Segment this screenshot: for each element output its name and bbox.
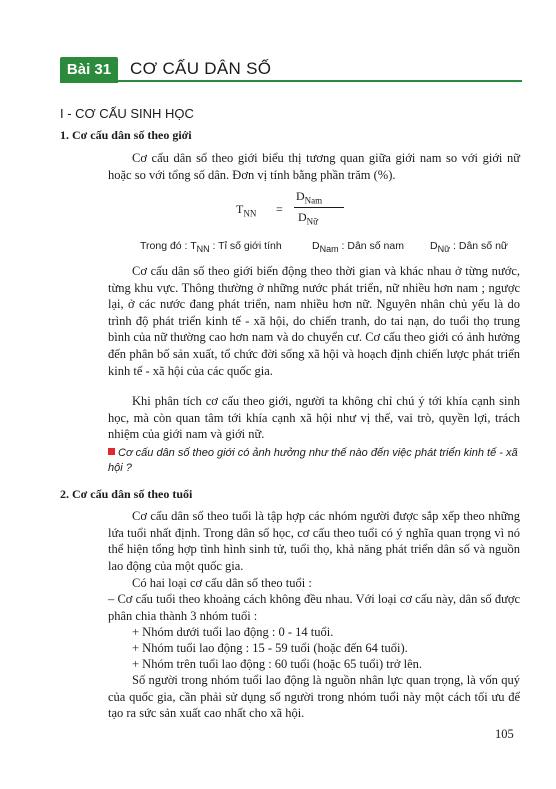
age-type-1: – Cơ cấu tuổi theo khoảng cách không đều nhau. Với loại cơ cấu này, dân số được phân chia thành 3 nhóm tuổi : [108,592,520,623]
lesson-title: CƠ CẤU DÂN SỐ [130,59,272,78]
paragraph-age-intro: Cơ cấu dân số theo tuổi là tập hợp các nhóm người được sắp xếp theo những lứa tuổi nhất định. Trong dân số học, cơ cấu theo tuổi có ý nghĩa quan trọng vì nó thể hiện tổng hợp tình hình sinh tử, tuổi thọ, khả năng phát triển dân số và nguồn lao động của một quốc gia. [108,509,520,573]
paragraph-labor-force: Số người trong nhóm tuổi lao động là nguồn nhân lực quan trọng, là vốn quý của quốc gia, cần phải sử dụng số người trong nhóm tuổi này một cách tối ưu để tạo ra sức sản xuất cao nhất cho xã hội. [108,673,520,721]
age-group-item: + Nhóm trên tuổi lao động : 60 tuổi (hoặc 65 tuổi) trở lên. [132,657,423,671]
paragraph-gender-analysis: Khi phân tích cơ cấu theo giới, người ta không chỉ chú ý tới khía cạnh sinh học, mà còn quan tâm tới khía cạnh xã hội như vị thế, vai trò, quyền lợi, trách nhiệm của giới nam và giới nữ. [108,394,520,442]
lesson-header [60,57,522,83]
sex-ratio-formula [236,189,356,232]
fraction-bar [294,207,344,208]
subsection-title-gender: 1. Cơ cấu dân số theo giới [60,128,192,142]
paragraph-gender-variation: Cơ cấu dân số theo giới biến động theo thời gian và khác nhau ở từng nước, từng khu vực. Thông thường ở những nước phát triển, nữ nhiều hơn nam ; ngược lại, ở các nước đang phát triển, nam nhiều hơn nữ. Nguyên nhân chủ yếu là do trình độ phát triển kinh tế - xã hội, do chiến tranh, do tai nạn, do tuổi thọ trung bình của nữ thường cao hơn nam và do chuyển cư. Cơ cấu theo giới có ảnh hưởng đến phân bố sản xuất, tổ chức đời sống xã hội và hoạch định chiến lược phát triển kinh tế - xã hội của các quốc gia. [108,264,520,378]
formula-legend-male: $D_{Nam}$ : Dân số nam [312,240,404,255]
formula-numerator: $D_{Nam}$ [296,189,323,206]
lesson-badge: Bài 31 [60,57,118,83]
formula-lhs: $T_{NN}$ [236,202,257,219]
section-title: I - CƠ CẤU SINH HỌC [60,106,194,121]
formula-equals: = [276,202,283,216]
formula-legend-female: $D_{Nữ}$ : Dân số nữ [430,240,508,255]
subsection-title-age: 2. Cơ cấu dân số theo tuổi [60,487,193,501]
age-group-item: + Nhóm dưới tuổi lao động : 0 - 14 tuổi. [132,625,334,639]
question-marker-icon [108,448,115,455]
age-types-intro: Có hai loại cơ cấu dân số theo tuổi : [132,576,312,590]
formula-legend-ratio: Trong đó : $T_{NN}$ : Tỉ số giới tính [140,240,282,255]
question-gender: Cơ cấu dân số theo giới có ảnh hưởng như thế nào đến việc phát triển kinh tế - xã hội ? [108,447,518,474]
age-group-item: + Nhóm tuổi lao động : 15 - 59 tuổi (hoặc đến 64 tuổi). [132,641,408,655]
page-number: 105 [495,727,514,741]
header-rule [60,80,522,82]
formula-denominator: $D_{Nữ}$ [298,210,319,227]
paragraph-gender-intro: Cơ cấu dân số theo giới biểu thị tương quan giữa giới nam so với giới nữ hoặc so với tổng số dân. Đơn vị tính bằng phần trăm (%). [108,151,520,182]
